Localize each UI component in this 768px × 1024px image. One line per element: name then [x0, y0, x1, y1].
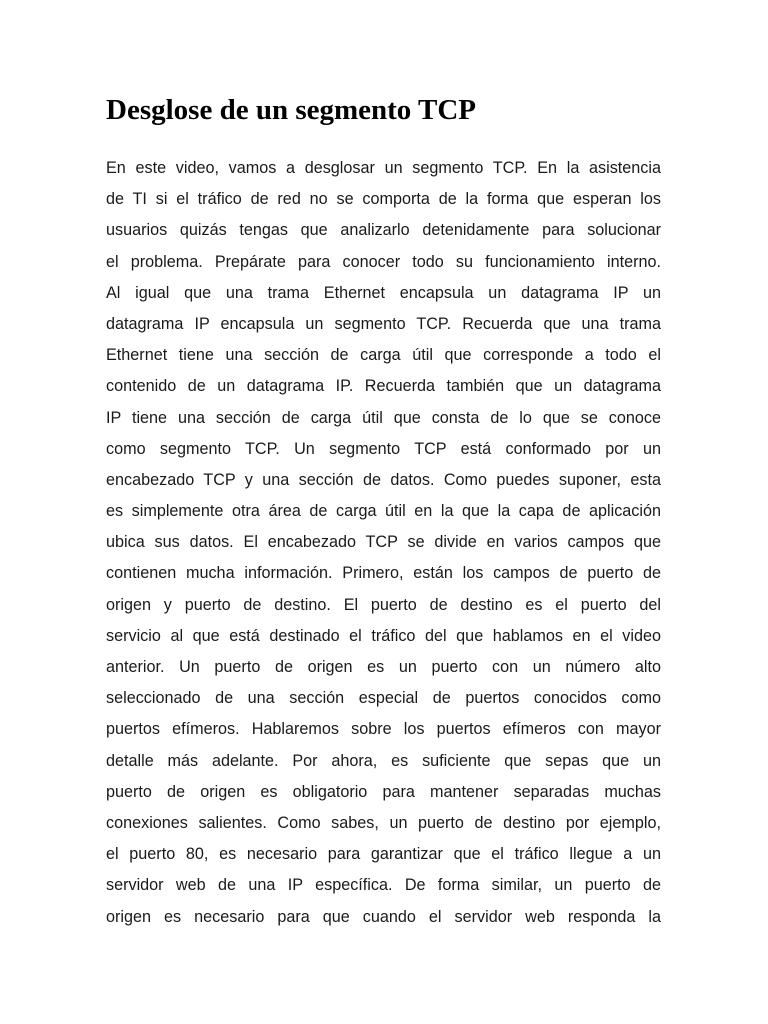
- body-text-line: puertos efímeros. Hablaremos sobre los puertos efímeros con mayor: [106, 720, 661, 739]
- body-text-line: contenido de un datagrama IP. Recuerda también que un datagrama: [106, 377, 661, 396]
- body-text-line: anterior. Un puerto de origen es un puerto con un número alto: [106, 658, 661, 676]
- body-text-line: el problema. Prepárate para conocer todo su funcionamiento interno.: [106, 252, 661, 271]
- body-text-line: IP tiene una sección de carga útil que consta de lo que se conoce: [106, 408, 661, 427]
- body-text-line: de TI si el tráfico de red no se comporta de la forma que esperan los: [106, 190, 661, 209]
- body-text-line: como segmento TCP. Un segmento TCP está conformado por un: [106, 439, 661, 458]
- body-text-line: seleccionado de una sección especial de puertos conocidos como: [106, 689, 661, 708]
- body-text-line: usuarios quizás tengas que analizarlo detenidamente para solucionar: [106, 221, 661, 240]
- document-title: Desglose de un segmento TCP: [106, 94, 477, 126]
- body-text-line: es simplemente otra área de carga útil en la que la capa de aplicación: [106, 502, 661, 521]
- body-text-line: origen y puerto de destino. El puerto de destino es el puerto del: [106, 595, 661, 614]
- body-text-line: origen es necesario para que cuando el servidor web responda la: [106, 907, 661, 926]
- body-text-line: Ethernet tiene una sección de carga útil que corresponde a todo el: [106, 346, 661, 365]
- body-text-line: encabezado TCP y una sección de datos. Como puedes suponer, esta: [106, 470, 661, 489]
- body-text-line: servicio al que está destinado el tráfico del que hablamos en el video: [106, 626, 661, 645]
- body-text-line: contienen mucha información. Primero, están los campos de puerto de: [106, 564, 661, 583]
- body-text-line: servidor web de una IP específica. De forma similar, un puerto de: [106, 876, 661, 895]
- body-text-line: ubica sus datos. El encabezado TCP se divide en varios campos que: [106, 533, 661, 552]
- body-text-line: conexiones salientes. Como sabes, un puerto de destino por ejemplo,: [106, 813, 661, 832]
- body-text-line: datagrama IP encapsula un segmento TCP. Recuerda que una trama: [106, 314, 661, 333]
- body-text-line: Al igual que una trama Ethernet encapsula un datagrama IP un: [106, 283, 661, 302]
- document-body: [106, 153, 661, 933]
- body-text-line: En este video, vamos a desglosar un segmento TCP. En la asistencia: [106, 159, 661, 177]
- body-text-line: el puerto 80, es necesario para garantizar que el tráfico llegue a un: [106, 845, 661, 864]
- body-text-line: puerto de origen es obligatorio para mantener separadas muchas: [106, 782, 661, 801]
- body-text-line: detalle más adelante. Por ahora, es suficiente que sepas que un: [106, 751, 661, 770]
